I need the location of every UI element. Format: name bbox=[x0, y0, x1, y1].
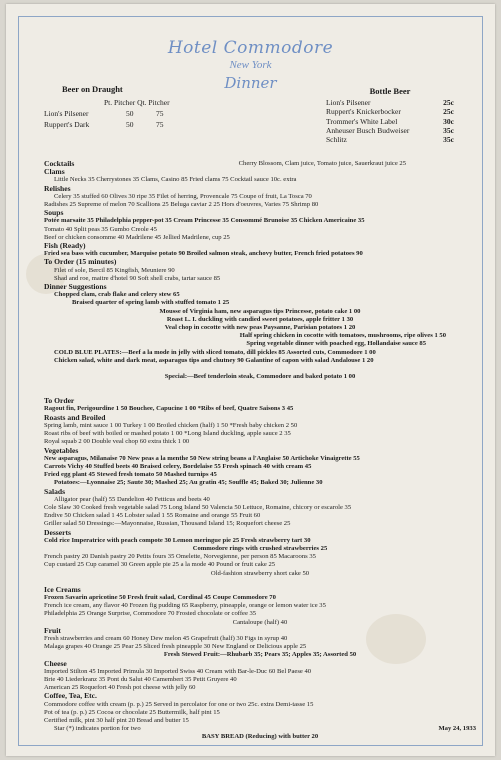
draught-col-pt: Pt. Pitcher bbox=[104, 98, 136, 107]
basy-bread-line: BASY BREAD (Reducing) with butter 20 bbox=[201, 733, 319, 741]
menu-line: Spring vegetable dinner with poached egg, Hollandaise sauce 85 bbox=[246, 340, 426, 348]
menu-line: Radishes 25 Supreme of melon 70 Scallions 25 Beluga caviar 2 25 Hors d'oeuvres, Varies 75 Shrimp 80 bbox=[44, 201, 319, 209]
menu-line: Half spring chicken in cocotte with tomatoes, mushrooms, ripe olives 1 50 bbox=[239, 332, 446, 340]
draught-item bbox=[44, 120, 204, 129]
section-heading-fish: Fish (Ready) bbox=[44, 241, 86, 251]
bottle-item bbox=[326, 117, 454, 126]
draught-item-qt: 75 bbox=[156, 120, 164, 129]
menu-line: Commodore rings with crushed strawberries 25 bbox=[192, 544, 328, 552]
section-heading-clams: Clams bbox=[44, 167, 65, 177]
bottle-item-name: Schlitz bbox=[326, 135, 347, 145]
menu-line: Mousse of Virginia ham, new asparagus tips Princesse, potato cake 1 00 bbox=[159, 307, 361, 315]
menu-header bbox=[6, 4, 495, 154]
bottle-item-name: Anheuser Busch Budweiser bbox=[326, 125, 410, 135]
menu-line: Cold rice Imperatrice with peach compote 30 Lemon meringue pie 25 Fresh strawberry tart 30 bbox=[44, 536, 311, 544]
section-heading-vegetables: Vegetables bbox=[44, 445, 79, 455]
menu-sheet bbox=[6, 4, 495, 756]
menu-line: American 25 Roquefort 40 Fresh pot cheese with jelly 60 bbox=[44, 684, 196, 692]
draught-item-qt: 75 bbox=[156, 109, 164, 118]
star-note: Star (*) indicates portion for two bbox=[54, 725, 141, 733]
menu-line: Spring lamb, mint sauce 1 00 Turkey 1 00 Broiled chicken (half) 1 50 *Fresh baby chicken 2 50 bbox=[44, 421, 298, 429]
draught-columns bbox=[104, 98, 204, 107]
menu-line: Potée marsaite 35 Philadelphia pepper-pot 35 Cream Princesse 35 Consommé Brunoise 35 Chicken Americaine 35 bbox=[44, 217, 365, 225]
section-heading-coffee: Coffee, Tea, Etc. bbox=[44, 691, 97, 701]
menu-line: Griller salad 50 Dressings:—Mayonnaise, Russian, Thousand Island 15; Roquefort cheese 25 bbox=[44, 520, 291, 528]
beer-on-draught bbox=[44, 84, 204, 129]
bottle-item-price: 25c bbox=[443, 98, 454, 107]
bottle-item-price: 35c bbox=[443, 135, 454, 145]
menu-line: Tomato 40 Split peas 35 Gumbo Creole 45 bbox=[44, 225, 157, 233]
menu-line: Cantaloupe (half) 40 bbox=[232, 618, 288, 626]
bottle-item bbox=[326, 107, 454, 116]
menu-line: Alligator pear (half) 55 Dandelion 40 Fetticus and beets 40 bbox=[54, 495, 210, 503]
menu-line: Fresh Stewed Fruit:—Rhubarb 35; Pears 35; Apples 35; Assorted 50 bbox=[163, 651, 357, 659]
menu-line-special: Special:—Beef tenderloin steak, Commodore and baked potato 1 00 bbox=[164, 373, 356, 381]
section-heading-desserts: Desserts bbox=[44, 527, 71, 537]
bottle-item-name: Ruppert's Knickerbocker bbox=[326, 107, 401, 117]
menu-line: Fried sea bass with cucumber, Marquise potato 90 Broiled salmon steak, anchovy butter, French fried potatoes 90 bbox=[44, 250, 363, 258]
footer-row bbox=[44, 725, 476, 733]
menu-body bbox=[44, 160, 476, 742]
menu-line: Braised quarter of spring lamb with stuffed tomato 1 25 bbox=[72, 299, 230, 307]
menu-line: Imported Stilton 45 Imported Primula 30 Imported Swiss 40 Cream with Bar-le-Duc 60 Bel Paese 40 bbox=[44, 667, 312, 675]
section-heading-dinner-suggestions: Dinner Suggestions bbox=[44, 282, 107, 292]
menu-line: Brie 40 Liederkranz 35 Pont du Salut 40 Camembert 35 Petit Gruyere 40 bbox=[44, 675, 237, 683]
menu-line: Cherry Blossom, Clam juice, Tomato juice, Sauerkraut juice 25 bbox=[238, 160, 406, 167]
bottle-item bbox=[326, 98, 454, 107]
menu-line: Cole Slaw 30 Cooked fresh vegetable salad 75 Long Island 50 Valencia 50 Lettuce, Romaine, chicory or escarole 35 bbox=[44, 503, 352, 511]
section-heading-roasts: Roasts and Broiled bbox=[44, 412, 106, 422]
menu-line: COLD BLUE PLATES:—Beef a la mode in jelly with sliced tomato, dill pickles 85 Assorted cuts, Commodore 1 00 bbox=[54, 348, 376, 356]
menu-line: Carrots Vichy 40 Stuffed beets 40 Braised celery, Bordelaise 55 Fresh spinach 40 with cream 45 bbox=[44, 462, 312, 470]
section-heading-cocktails: Cocktails bbox=[44, 159, 75, 168]
menu-line: Pot of tea (p. p.) 25 Cocoa or chocolate 25 Buttermilk, half pint 15 bbox=[44, 708, 220, 716]
bottle-item bbox=[326, 135, 454, 144]
section-heading-fruit: Fruit bbox=[44, 625, 61, 635]
menu-line: Roast L. I. duckling with candied sweet potatoes, apple fritter 1 30 bbox=[166, 315, 354, 323]
menu-line: Veal chop in cocotte with new peas Paysanne, Parisian potatoes 1 20 bbox=[164, 324, 356, 332]
bottle-item bbox=[326, 126, 454, 135]
menu-line: Potatoes:—Lyonnaise 25; Saute 30; Mashed 25; Au gratin 45; Souffle 45; Baked 30; Julienne 30 bbox=[54, 479, 323, 487]
menu-line: Fresh strawberries and cream 60 Honey Dew melon 45 Grapefruit (half) 30 Figs in syrup 40 bbox=[44, 634, 288, 642]
draught-item-pt: 50 bbox=[126, 120, 134, 129]
cocktails-row bbox=[44, 160, 476, 168]
draught-item bbox=[44, 109, 204, 118]
city-name: New York bbox=[229, 59, 272, 71]
menu-line: Frozen Savarin apricotine 50 Fresh fruit salad, Cordinal 45 Coupe Commodore 70 bbox=[44, 593, 276, 601]
menu-line: French ice cream, any flavor 40 Frozen fig pudding 65 Raspberry, pineapple, orange or lemon water ice 35 bbox=[44, 602, 326, 610]
bottle-item-name: Trommer's White Label bbox=[326, 116, 398, 126]
section-heading-to-order-15: To Order (15 minutes) bbox=[44, 257, 117, 267]
menu-line: Cup custard 25 Cup caramel 30 Green apple pie 25 a la mode 40 Pound or fruit cake 25 bbox=[44, 561, 276, 569]
section-heading-cheese: Cheese bbox=[44, 658, 67, 668]
hotel-name: Hotel Commodore bbox=[167, 38, 334, 58]
menu-line: Ragout fin, Perigourdine 1 50 Bouchee, Capucine 1 00 *Ribs of beef, Quatre Saisons 3 45 bbox=[44, 405, 294, 413]
menu-line: Certified milk, pint 30 half pint 20 Bread and butter 15 bbox=[44, 717, 189, 724]
menu-line: Little Necks 35 Cherrystones 35 Clams, Casino 85 Fried clams 75 Cocktail sauce 10c. extra bbox=[54, 176, 297, 184]
meal-title: Dinner bbox=[224, 74, 277, 92]
bottle-item-name: Lion's Pilsener bbox=[326, 98, 371, 107]
menu-line: Malaga grapes 40 Orange 25 Pear 25 Sliced fresh pineapple 30 New England or Delicious apple 25 bbox=[44, 643, 307, 651]
menu-line: Filet of sole, Bercil 85 Kingfish, Meuniere 90 bbox=[54, 266, 175, 274]
section-heading-ice-creams: Ice Creams bbox=[44, 584, 81, 594]
menu-line: French pastry 20 Danish pastry 20 Petits fours 35 Omelette, Norvegienne, per person 85 Macaroons 35 bbox=[44, 553, 316, 561]
menu-line: Philadelphia 25 Orange Surprise, Commodore 70 Frosted chocolate or coffee 35 bbox=[44, 610, 257, 618]
menu-line: Old-fashion strawberry short cake 50 bbox=[210, 569, 310, 577]
menu-line: New asparagus, Milanaise 70 New peas a la menthe 50 New string beans a l'Anglaise 50 Artichoke Vinaigrette 55 bbox=[44, 454, 360, 462]
menu-line: Shad and roe, maitre d'hotel 90 Soft shell crabs, tartar sauce 85 bbox=[54, 274, 221, 282]
bottle-item-price: 30c bbox=[443, 116, 454, 126]
section-heading-salads: Salads bbox=[44, 486, 66, 496]
bottle-item-price: 35c bbox=[443, 125, 454, 135]
bottle-title: Bottle Beer bbox=[369, 86, 411, 96]
section-heading-to-order: To Order bbox=[44, 396, 75, 406]
draught-title: Beer on Draught bbox=[62, 84, 123, 94]
menu-line: Chopped clam, crab flake and celery stew 65 bbox=[54, 291, 180, 299]
menu-line: Fried egg plant 45 Stewed fresh tomato 50 Mashed turnips 45 bbox=[44, 471, 217, 479]
menu-line: Commodore coffee with cream (p. p.) 25 Served in percolator for one or two 25c. extra Demi-tasse 15 bbox=[44, 700, 314, 708]
menu-line: Beef or chicken consomme 40 Madrilene 45 Jellied Madrilene, cup 25 bbox=[44, 233, 230, 241]
bottle-beer bbox=[326, 86, 454, 144]
menu-line: Royal squab 2 00 Double veal chop 60 extra thick 1 00 bbox=[44, 438, 190, 446]
section-heading-relishes: Relishes bbox=[44, 183, 71, 193]
menu-line: Endive 50 Chicken salad 1 45 Lobster salad 1 55 Romaine and orange 55 Fruit 60 bbox=[44, 512, 261, 520]
menu-line: Roast ribs of beef with boiled or mashed potato 1 00 *Long Island duckling, apple sauce 2 35 bbox=[44, 430, 291, 438]
bottle-item-price: 25c bbox=[443, 107, 454, 117]
section-heading-soups: Soups bbox=[44, 208, 64, 218]
draught-col-qt: Qt. Pitcher bbox=[137, 98, 170, 107]
menu-line: Celery 35 stuffed 60 Olives 30 ripe 35 Filet of herring, Provencale 75 Coupe of fruit, La Tosca 70 bbox=[54, 192, 312, 200]
draught-item-name: Lion's Pilsener bbox=[44, 109, 89, 118]
menu-date: May 24, 1933 bbox=[438, 725, 476, 733]
draught-item-name: Ruppert's Dark bbox=[44, 120, 90, 129]
draught-item-pt: 50 bbox=[126, 109, 134, 118]
menu-line: Chicken salad, white and dark meat, asparagus tips and chutney 90 Galantine of capon with salad Andalouse 1 20 bbox=[54, 356, 374, 364]
